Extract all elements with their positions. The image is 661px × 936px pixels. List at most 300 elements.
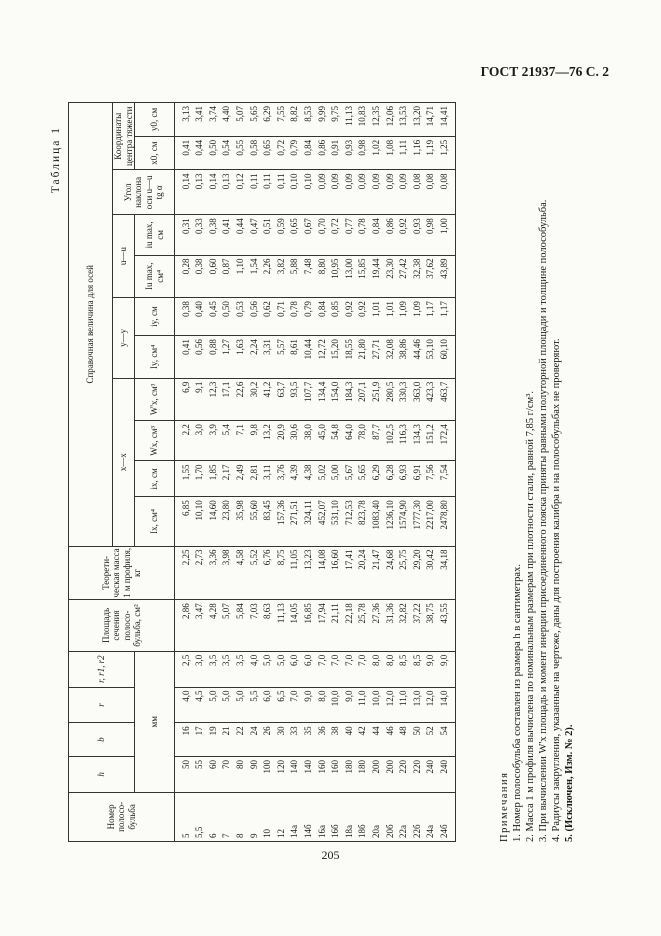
table-cell: 2478,80	[437, 497, 455, 546]
table-row	[288, 103, 302, 842]
table-cell: 19	[206, 723, 220, 757]
table-cell: 0,84	[301, 136, 315, 170]
table-cell: 160	[329, 756, 343, 792]
table-cell: 5	[175, 792, 193, 841]
table-cell: 5,02	[315, 461, 329, 497]
table-row	[274, 103, 288, 842]
table-row	[175, 103, 193, 842]
table-cell: 0,84	[369, 215, 383, 255]
table-cell: 1236,10	[383, 497, 397, 546]
table-cell: 3,5	[206, 651, 220, 687]
table-cell: 0,84	[315, 298, 329, 336]
table-cell: 16	[175, 723, 193, 757]
table-cell: 140	[301, 756, 315, 792]
table-row	[410, 103, 424, 842]
table-cell: 24	[247, 723, 261, 757]
table-cell: 4,58	[233, 546, 247, 600]
table-cell: 1,25	[437, 136, 455, 170]
col-iy: iy, см	[135, 298, 175, 336]
table-cell: 2,25	[175, 546, 193, 600]
table-cell: 30	[274, 723, 288, 757]
table-cell: 452,07	[315, 497, 329, 546]
col-r: r	[69, 687, 135, 723]
table-cell: 0,09	[356, 170, 370, 215]
col-coords: Координаты центра тяжести	[113, 103, 135, 170]
notes-title: Примечания	[499, 771, 510, 842]
col-number: Номер полосо-бульба	[69, 792, 175, 841]
table-cell: 0,09	[315, 170, 329, 215]
table-cell: 45,0	[315, 421, 329, 461]
table-cell: 0,28	[175, 255, 193, 298]
table-cell: 37,62	[424, 255, 438, 298]
table-cell: 32,38	[410, 255, 424, 298]
table-cell: 8,0	[383, 651, 397, 687]
table-cell: 0,11	[261, 170, 275, 215]
table-cell: 0,65	[288, 215, 302, 255]
table-cell: 5,00	[329, 461, 343, 497]
table-cell: 24б	[437, 792, 455, 841]
table-cell: 11,0	[356, 687, 370, 723]
table-cell: 0,79	[301, 298, 315, 336]
table-cell: 7,1	[233, 421, 247, 461]
table-cell: 363,0	[410, 378, 424, 421]
table-cell: 0,53	[233, 298, 247, 336]
table-cell: 200	[369, 756, 383, 792]
table-cell: 251,9	[369, 378, 383, 421]
table-row	[301, 103, 315, 842]
table-cell: 2,24	[247, 336, 261, 379]
table-row	[247, 103, 261, 842]
table-cell: 3,5	[233, 651, 247, 687]
col-y0: y0, см	[135, 103, 175, 137]
table-cell: 6,29	[261, 103, 275, 137]
table-cell: 21,47	[369, 546, 383, 600]
table-cell: 0,51	[261, 215, 275, 255]
table-cell: 38	[329, 723, 343, 757]
table-cell: 0,14	[206, 170, 220, 215]
table-row	[356, 103, 370, 842]
table-cell: 17,94	[315, 600, 329, 651]
table-cell: 7,56	[424, 461, 438, 497]
table-cell: 24а	[424, 792, 438, 841]
table-cell: 18,55	[342, 336, 356, 379]
table-cell: 83,45	[261, 497, 275, 546]
table-cell: 54,8	[329, 421, 343, 461]
table-cell: 1,27	[220, 336, 234, 379]
col-ix: ix, см	[135, 461, 175, 497]
table-cell: 0,93	[342, 136, 356, 170]
table-cell: 0,72	[274, 136, 288, 170]
table-cell: 0,98	[424, 215, 438, 255]
table-cell: 10,0	[329, 687, 343, 723]
table-cell: 5,65	[247, 103, 261, 137]
table-cell: 5,88	[288, 255, 302, 298]
table-cell: 9,1	[193, 378, 207, 421]
table-cell: 27,71	[369, 336, 383, 379]
table-cell: 38,0	[301, 421, 315, 461]
table-cell: 3,31	[261, 336, 275, 379]
table-cell: 0,60	[206, 255, 220, 298]
table-cell: 0,93	[410, 215, 424, 255]
col-axis-yy: y—y	[113, 298, 135, 379]
table-cell: 6,0	[288, 651, 302, 687]
table-cell: 3,5	[220, 651, 234, 687]
table-cell: 0,71	[274, 298, 288, 336]
table-cell: 0,45	[206, 298, 220, 336]
table-cell: 0,78	[356, 215, 370, 255]
table-cell: 48	[397, 723, 411, 757]
table-cell: 9,75	[329, 103, 343, 137]
document-header: ГОСТ 21937—76 С. 2	[480, 64, 609, 79]
table-cell: 55	[193, 756, 207, 792]
table-cell: 0,08	[437, 170, 455, 215]
table-cell: 2,17	[220, 461, 234, 497]
table-cell: 13,20	[410, 103, 424, 137]
table-row	[193, 103, 207, 842]
table-cell: 280,5	[383, 378, 397, 421]
table-cell: 3,36	[206, 546, 220, 600]
table-cell: 102,5	[383, 421, 397, 461]
table-cell: 2,86	[175, 600, 193, 651]
table-cell: 27,42	[397, 255, 411, 298]
table-cell: 11,05	[288, 546, 302, 600]
table-cell: 271,51	[288, 497, 302, 546]
page-number: 205	[321, 848, 340, 862]
table-cell: 78,0	[356, 421, 370, 461]
table-cell: 240	[424, 756, 438, 792]
table-cell: 27,36	[369, 600, 383, 651]
table-cell: 46	[383, 723, 397, 757]
table-cell: 21,11	[329, 600, 343, 651]
table-cell: 21	[220, 723, 234, 757]
table-cell: 0,44	[233, 215, 247, 255]
table-cell: 712,53	[342, 497, 356, 546]
table-cell: 1,11	[397, 136, 411, 170]
table-cell: 8,53	[301, 103, 315, 137]
table-cell: 5,0	[206, 687, 220, 723]
table-cell: 134,4	[315, 378, 329, 421]
note-item: 3. При вычислении W'x площадь и момент инерции присоединенного пояска приняты равными полуторной площади и толщине полособульба.	[538, 199, 549, 842]
table-cell: 0,09	[342, 170, 356, 215]
table-cell: 22а	[397, 792, 411, 841]
table-cell: 6,0	[261, 687, 275, 723]
table-cell: 6,9	[175, 378, 193, 421]
table-cell: 0,41	[175, 336, 193, 379]
table-cell: 22	[233, 723, 247, 757]
table-cell: 1,08	[383, 136, 397, 170]
table-body	[175, 103, 456, 842]
table-row	[206, 103, 220, 842]
table-row	[329, 103, 343, 842]
table-cell: 1,55	[175, 461, 193, 497]
note-item: 5. (Исключен, Изм. № 2).	[564, 724, 575, 842]
table-cell: 10,44	[301, 336, 315, 379]
table-cell: 0,09	[329, 170, 343, 215]
table-cell: 11,13	[274, 600, 288, 651]
col-axis-xx: x—x	[113, 378, 135, 546]
table-cell: 63,7	[274, 378, 288, 421]
table-cell: 60,10	[437, 336, 455, 379]
table-cell: 7,55	[274, 103, 288, 137]
table-cell: 2,49	[233, 461, 247, 497]
table-row	[437, 103, 455, 842]
col-iu: iu max, см	[135, 215, 175, 255]
table-cell: 14,08	[315, 546, 329, 600]
table-cell: 1083,40	[369, 497, 383, 546]
table-cell: 32,08	[383, 336, 397, 379]
table-cell: 13,2	[261, 421, 275, 461]
table-cell: 0,87	[220, 255, 234, 298]
table-cell: 10,10	[193, 497, 207, 546]
table-cell: 34,18	[437, 546, 455, 600]
table-cell: 38,86	[397, 336, 411, 379]
table-cell: 7,0	[288, 687, 302, 723]
table-cell: 100	[261, 756, 275, 792]
table-cell: 7,54	[437, 461, 455, 497]
table-cell: 5,07	[220, 600, 234, 651]
table-cell: 1777,30	[410, 497, 424, 546]
table-cell: 8,5	[397, 651, 411, 687]
table-cell: 0,09	[369, 170, 383, 215]
table-cell: 42	[356, 723, 370, 757]
table-cell: 16а	[315, 792, 329, 841]
table-cell: 3,41	[193, 103, 207, 137]
table-cell: 13,0	[410, 687, 424, 723]
table-cell: 172,4	[437, 421, 455, 461]
table-cell: 423,3	[424, 378, 438, 421]
table-cell: 180	[356, 756, 370, 792]
table-cell: 15,20	[329, 336, 343, 379]
table-cell: 9,0	[301, 687, 315, 723]
table-cell: 154,0	[329, 378, 343, 421]
table-cell: 5,0	[233, 687, 247, 723]
table-cell: 2,2	[175, 421, 193, 461]
table-cell: 5,52	[247, 546, 261, 600]
table-cell: 0,09	[383, 170, 397, 215]
table-cell: 4,39	[288, 461, 302, 497]
table-cell: 38,75	[424, 600, 438, 651]
table-cell: 0,58	[247, 136, 261, 170]
table-cell: 10,95	[329, 255, 343, 298]
table-cell: 1,00	[437, 215, 455, 255]
table-cell: 0,62	[261, 298, 275, 336]
table-cell: 0,11	[247, 170, 261, 215]
table-cell: 24,68	[383, 546, 397, 600]
table-row	[261, 103, 275, 842]
table-row	[220, 103, 234, 842]
table-cell: 40	[342, 723, 356, 757]
table-cell: 3,13	[175, 103, 193, 137]
table-cell: 30,42	[424, 546, 438, 600]
table-cell: 14б	[301, 792, 315, 841]
table-cell: 30,6	[288, 421, 302, 461]
table-cell: 0,79	[288, 136, 302, 170]
table-cell: 0,12	[233, 170, 247, 215]
table-cell: 1,17	[424, 298, 438, 336]
table-cell: 17	[193, 723, 207, 757]
table-cell: 52	[424, 723, 438, 757]
table-cell: 70	[220, 756, 234, 792]
col-Wx2: W'x, см³	[135, 378, 175, 421]
table-cell: 0,92	[397, 215, 411, 255]
table-cell: 54	[437, 723, 455, 757]
table-cell: 184,3	[342, 378, 356, 421]
table-cell: 5,65	[356, 461, 370, 497]
col-mm: мм	[135, 651, 175, 792]
table-cell: 8,0	[369, 651, 383, 687]
table-cell: 0,10	[288, 170, 302, 215]
col-angle: Угол наклона оси u—u tg α	[113, 170, 175, 215]
table-cell: 0,08	[410, 170, 424, 215]
table-cell: 6,28	[383, 461, 397, 497]
table-cell: 0,56	[193, 336, 207, 379]
table-cell: 13,53	[397, 103, 411, 137]
table-cell: 0,33	[193, 215, 207, 255]
table-cell: 1,63	[233, 336, 247, 379]
table-cell: 17,1	[220, 378, 234, 421]
table-cell: 80	[233, 756, 247, 792]
table-cell: 0,44	[193, 136, 207, 170]
notes	[498, 102, 576, 842]
col-Wx: Wx, см³	[135, 421, 175, 461]
table-cell: 3,9	[206, 421, 220, 461]
table-cell: 5,5	[247, 687, 261, 723]
table-cell: 3,0	[193, 651, 207, 687]
col-mass: Теорети-ческая масса 1 м профиля, кг	[69, 546, 175, 600]
table-cell: 2217,00	[424, 497, 438, 546]
table-cell: 0,11	[274, 170, 288, 215]
table-cell: 0,55	[233, 136, 247, 170]
table-cell: 3,98	[220, 546, 234, 600]
table-cell: 19,44	[369, 255, 383, 298]
table-cell: 9,0	[342, 687, 356, 723]
table-cell: 23,80	[220, 497, 234, 546]
table-cell: 0,92	[342, 298, 356, 336]
table-cell: 12,0	[424, 687, 438, 723]
table-cell: 44	[369, 723, 383, 757]
table-cell: 14,41	[437, 103, 455, 137]
table-cell: 8	[233, 792, 247, 841]
table-cell: 2,73	[193, 546, 207, 600]
table-cell: 55,60	[247, 497, 261, 546]
table-cell: 13,00	[342, 255, 356, 298]
table-cell: 22б	[410, 792, 424, 841]
table-cell: 0,72	[329, 215, 343, 255]
table-cell: 6,5	[274, 687, 288, 723]
table-cell: 6,91	[410, 461, 424, 497]
table-cell: 5,5	[193, 792, 207, 841]
table-cell: 15,85	[356, 255, 370, 298]
col-axis-uu: u—u	[113, 215, 135, 298]
table-cell: 0,41	[220, 215, 234, 255]
table-cell: 5,0	[261, 651, 275, 687]
table-cell: 1,09	[397, 298, 411, 336]
table-cell: 200	[383, 756, 397, 792]
col-ref-title: Справочная величина для осей	[69, 103, 113, 547]
table-cell: 1574,90	[397, 497, 411, 546]
table-cell: 20а	[369, 792, 383, 841]
table-cell: 4,40	[220, 103, 234, 137]
table-cell: 7,03	[247, 600, 261, 651]
table-cell: 33	[288, 723, 302, 757]
table-cell: 107,7	[301, 378, 315, 421]
table-cell: 11,13	[342, 103, 356, 137]
table-cell: 4,38	[301, 461, 315, 497]
table-cell: 18а	[342, 792, 356, 841]
col-x0: x0, см	[135, 136, 175, 170]
table-cell: 3,82	[274, 255, 288, 298]
table-cell: 11,0	[397, 687, 411, 723]
table-cell: 1,02	[369, 136, 383, 170]
table-cell: 10	[261, 792, 275, 841]
table-cell: 1,70	[193, 461, 207, 497]
table-cell: 14,71	[424, 103, 438, 137]
table-cell: 6	[206, 792, 220, 841]
table-cell: 180	[342, 756, 356, 792]
table-cell: 9,0	[437, 651, 455, 687]
table-cell: 3,0	[193, 421, 207, 461]
col-Ix: Ix, см⁴	[135, 497, 175, 546]
table-cell: 151,2	[424, 421, 438, 461]
col-r-group: r, r1, r2	[69, 651, 135, 687]
profile-table	[68, 102, 456, 842]
table-cell: 9,0	[424, 651, 438, 687]
table-cell: 120	[274, 756, 288, 792]
table-cell: 330,3	[397, 378, 411, 421]
table-cell: 5,67	[342, 461, 356, 497]
table-cell: 1,85	[206, 461, 220, 497]
table-cell: 3,76	[274, 461, 288, 497]
table-cell: 0,88	[206, 336, 220, 379]
table-cell: 0,38	[175, 298, 193, 336]
table-cell: 0,09	[397, 170, 411, 215]
table-cell: 13,23	[301, 546, 315, 600]
table-cell: 2,81	[247, 461, 261, 497]
table-row	[233, 103, 247, 842]
table-cell: 1,19	[424, 136, 438, 170]
table-cell: 6,85	[175, 497, 193, 546]
table-cell: 1,09	[410, 298, 424, 336]
table-cell: 12,06	[383, 103, 397, 137]
table-cell: 5,07	[233, 103, 247, 137]
table-cell: 30,2	[247, 378, 261, 421]
table-cell: 36	[315, 723, 329, 757]
table-row	[397, 103, 411, 842]
table-cell: 12,0	[383, 687, 397, 723]
table-cell: 0,92	[356, 298, 370, 336]
table-cell: 23,30	[383, 255, 397, 298]
table-cell: 14,60	[206, 497, 220, 546]
col-Iu: Iu max, см⁴	[135, 255, 175, 298]
table-cell: 0,31	[175, 215, 193, 255]
col-h: h	[69, 756, 135, 792]
table-cell: 20б	[383, 792, 397, 841]
table-cell: 1,01	[369, 298, 383, 336]
table-cell: 3,74	[206, 103, 220, 137]
table-cell: 7	[220, 792, 234, 841]
table-cell: 134,3	[410, 421, 424, 461]
table-cell: 1,17	[437, 298, 455, 336]
table-cell: 35	[301, 723, 315, 757]
table-cell: 0,10	[301, 170, 315, 215]
table-cell: 32,82	[397, 600, 411, 651]
table-cell: 44,46	[410, 336, 424, 379]
table-cell: 207,1	[356, 378, 370, 421]
table-cell: 324,11	[301, 497, 315, 546]
table-cell: 7,0	[356, 651, 370, 687]
table-cell: 35,98	[233, 497, 247, 546]
table-cell: 93,5	[288, 378, 302, 421]
